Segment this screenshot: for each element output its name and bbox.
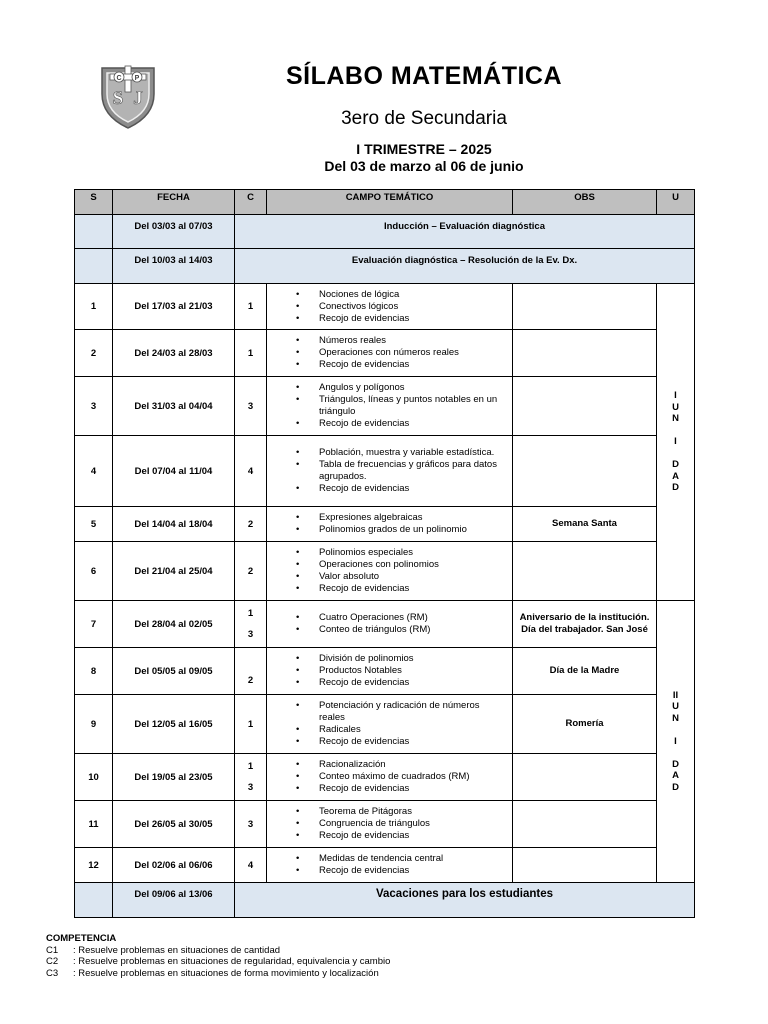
competency-item [46, 956, 390, 968]
date-cell: Del 07/04 al 11/04 [113, 436, 235, 507]
column-header-s: S [75, 190, 113, 215]
week-cell: 5 [75, 507, 113, 542]
table-row [75, 695, 695, 754]
week-cell: 11 [75, 801, 113, 848]
competency-cell [235, 601, 267, 648]
unit-letter: U [672, 701, 679, 713]
date-cell: Del 12/05 al 16/05 [113, 695, 235, 754]
topic-item: • Recojo de evidencias [267, 583, 512, 595]
unit-letter: N [672, 413, 679, 425]
unit-letter: I [674, 735, 677, 747]
date-cell: Del 03/03 al 07/03 [113, 215, 235, 249]
unit-letter [657, 747, 694, 759]
table-row [75, 883, 695, 918]
topic-item: • Población, muestra y variable estadística. [267, 447, 512, 459]
topic-item: • Nociones de lógica [267, 289, 512, 301]
table-header-row [75, 190, 695, 215]
table-row [75, 284, 695, 330]
competency-cell [235, 754, 267, 801]
merged-activity-cell: Inducción – Evaluación diagnóstica [235, 215, 695, 249]
competency-code: C2 [46, 956, 59, 967]
competency-cell: 1 [235, 284, 267, 330]
topics-cell [267, 436, 513, 507]
topics-cell [267, 542, 513, 601]
week-cell: 7 [75, 601, 113, 648]
topics-cell [267, 507, 513, 542]
competency-text: : Resuelve problemas en situaciones de cantidad [73, 944, 281, 956]
document-title: SÍLABO MATEMÁTICA [285, 62, 563, 90]
obs-cell [513, 542, 657, 601]
topic-item: • Radicales [267, 724, 512, 736]
date-cell: Del 10/03 al 14/03 [113, 249, 235, 284]
competency-item [46, 945, 390, 957]
competency-cell: 4 [235, 436, 267, 507]
table-row [75, 507, 695, 542]
table-row [75, 330, 695, 377]
topic-item: • Medidas de tendencia central [267, 853, 512, 865]
obs-cell: Aniversario de la institución. Día del trabajador. San José [513, 601, 657, 648]
date-cell: Del 21/04 al 25/04 [113, 542, 235, 601]
topic-item: • Conteo máximo de cuadrados (RM) [267, 771, 512, 783]
date-cell: Del 14/04 al 18/04 [113, 507, 235, 542]
obs-cell [513, 848, 657, 883]
topic-item: • Recojo de evidencias [267, 736, 512, 748]
syllabus-table [74, 189, 695, 918]
competency-code: 1 [247, 608, 254, 619]
competency-cell: 1 [235, 695, 267, 754]
competency-item [46, 968, 390, 980]
unit-cell-2 [657, 601, 695, 883]
date-cell: Del 17/03 al 21/03 [113, 284, 235, 330]
topic-item: • Valor absoluto [267, 571, 512, 583]
topic-item: • Conteo de triángulos (RM) [267, 624, 512, 636]
competency-text: : Resuelve problemas en situaciones de forma movimiento y localización [73, 967, 379, 979]
column-header-c: C [235, 190, 267, 215]
unit-letter: A [672, 770, 679, 782]
obs-cell: Romería [513, 695, 657, 754]
topic-item: • Polinomios grados de un polinomio [267, 524, 512, 536]
competency-code: C1 [46, 944, 59, 956]
table-row [75, 215, 695, 249]
obs-cell [513, 801, 657, 848]
week-cell: 4 [75, 436, 113, 507]
document-subtitle: 3ero de Secundaria [341, 108, 507, 129]
competency-code: 1 [247, 761, 254, 772]
topics-cell [267, 648, 513, 695]
topic-item: • División de polinomios [267, 653, 512, 665]
obs-cell [513, 284, 657, 330]
week-cell: 2 [75, 330, 113, 377]
competency-cell: 3 [235, 801, 267, 848]
topic-item: • Teorema de Pitágoras [267, 806, 512, 818]
vacation-cell: Vacaciones para los estudiantes [235, 883, 695, 918]
column-header-obs: OBS [513, 190, 657, 215]
table-row [75, 754, 695, 801]
obs-cell [513, 330, 657, 377]
week-cell: 3 [75, 377, 113, 436]
topic-item: • Polinomios especiales [267, 547, 512, 559]
merged-activity-cell: Evaluación diagnóstica – Resolución de la Ev. Dx. [235, 249, 695, 284]
column-header-fecha: FECHA [113, 190, 235, 215]
week-cell: 6 [75, 542, 113, 601]
date-cell: Del 05/05 al 09/05 [113, 648, 235, 695]
table-row [75, 249, 695, 284]
competency-code: 3 [247, 629, 254, 640]
unit-letter: N [672, 712, 679, 724]
topic-item: • Recojo de evidencias [267, 313, 512, 325]
unit-cell-1 [657, 284, 695, 601]
table-row [75, 377, 695, 436]
topic-item: • Racionalización [267, 759, 512, 771]
logo-letter-p: P [134, 75, 140, 82]
topic-item: • Conectivos lógicos [267, 301, 512, 313]
unit-letter: D [672, 459, 679, 471]
date-cell: Del 02/06 al 06/06 [113, 848, 235, 883]
topic-item: • Tabla de frecuencias y gráficos para datos agrupados. [267, 459, 512, 483]
unit-letter: A [672, 470, 679, 482]
week-cell: 1 [75, 284, 113, 330]
date-cell: Del 09/06 al 13/06 [113, 883, 235, 918]
week-cell: 8 [75, 648, 113, 695]
table-row [75, 848, 695, 883]
obs-cell [513, 436, 657, 507]
topic-item: • Recojo de evidencias [267, 783, 512, 795]
topics-cell [267, 284, 513, 330]
topic-item: • Angulos y polígonos [267, 382, 512, 394]
unit-letter: I [674, 436, 677, 448]
term-dates: Del 03 de marzo al 06 de junio [324, 158, 524, 174]
topic-item: • Recojo de evidencias [267, 418, 512, 430]
competency-code: C3 [46, 967, 59, 979]
obs-cell: Semana Santa [513, 507, 657, 542]
unit-letter: U [672, 401, 679, 413]
topics-cell [267, 330, 513, 377]
topic-item: • Triángulos, líneas y puntos notables en un triángulo [267, 394, 512, 418]
topic-item: • Recojo de evidencias [267, 359, 512, 371]
unit-letter [657, 448, 694, 460]
logo-letter-s: S [112, 88, 124, 109]
week-cell: 10 [75, 754, 113, 801]
obs-cell: Día de la Madre [513, 648, 657, 695]
topic-item: • Expresiones algebraicas [267, 512, 512, 524]
competency-cell: 2 [235, 507, 267, 542]
date-cell: Del 19/05 al 23/05 [113, 754, 235, 801]
term-label: I TRIMESTRE – 2025 [356, 141, 492, 157]
topic-item: • Operaciones con números reales [267, 347, 512, 359]
date-cell: Del 28/04 al 02/05 [113, 601, 235, 648]
topic-item: • Recojo de evidencias [267, 483, 512, 495]
column-header-u: U [657, 190, 695, 215]
table-row [75, 601, 695, 648]
competency-cell: 2 [235, 542, 267, 601]
unit-letter: D [672, 781, 679, 793]
competencies-heading: COMPETENCIA [46, 933, 117, 944]
table-row [75, 648, 695, 695]
topics-cell [267, 754, 513, 801]
topics-cell [267, 695, 513, 754]
week-cell [75, 883, 113, 918]
unit-letter [657, 425, 694, 437]
topic-item: • Recojo de evidencias [267, 865, 512, 877]
date-cell: Del 24/03 al 28/03 [113, 330, 235, 377]
competency-cell: 2 [235, 648, 267, 695]
unit-letter: II [672, 689, 679, 701]
competency-cell: 1 [235, 330, 267, 377]
unit-letter: I [674, 390, 677, 402]
unit-letter: D [672, 482, 679, 494]
competency-text: : Resuelve problemas en situaciones de regularidad, equivalencia y cambio [73, 956, 391, 967]
topic-item: • Productos Notables [267, 665, 512, 677]
topic-item: • Recojo de evidencias [267, 677, 512, 689]
week-cell: 12 [75, 848, 113, 883]
topic-item: • Números reales [267, 335, 512, 347]
table-row [75, 542, 695, 601]
competency-cell: 4 [235, 848, 267, 883]
table-row [75, 436, 695, 507]
obs-cell [513, 377, 657, 436]
week-cell [75, 249, 113, 284]
topic-item: • Potenciación y radicación de números reales [267, 700, 512, 724]
column-header-campo: CAMPO TEMÁTICO [267, 190, 513, 215]
table-row [75, 801, 695, 848]
date-cell: Del 26/05 al 30/05 [113, 801, 235, 848]
date-cell: Del 31/03 al 04/04 [113, 377, 235, 436]
logo-letter-c: C [116, 75, 122, 82]
unit-letter [657, 724, 694, 736]
unit-letter: D [672, 758, 679, 770]
topics-cell [267, 377, 513, 436]
competencies-legend [46, 933, 390, 979]
competency-cell: 3 [235, 377, 267, 436]
logo-letter-j: J [133, 88, 143, 109]
topics-cell [267, 848, 513, 883]
week-cell [75, 215, 113, 249]
obs-cell [513, 754, 657, 801]
topics-cell [267, 801, 513, 848]
topic-item: • Cuatro Operaciones (RM) [267, 612, 512, 624]
competency-code: 3 [247, 782, 254, 793]
topic-item: • Recojo de evidencias [267, 830, 512, 842]
topic-item: • Operaciones con polinomios [267, 559, 512, 571]
topic-item: • Congruencia de triángulos [267, 818, 512, 830]
topics-cell [267, 601, 513, 648]
week-cell: 9 [75, 695, 113, 754]
